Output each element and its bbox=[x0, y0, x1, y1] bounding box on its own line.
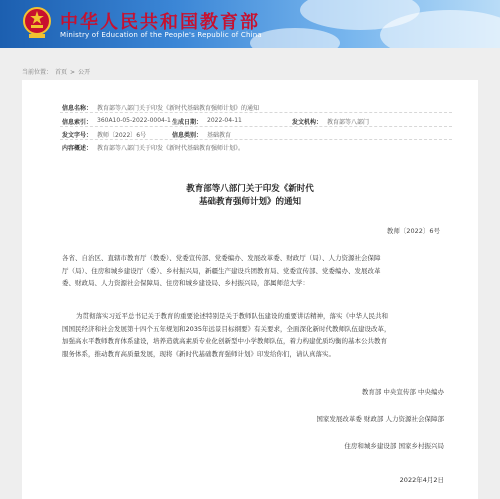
meta-name-value: 教育部等八部门关于印发《新时代基础教育强师计划》的通知 bbox=[97, 105, 260, 112]
signature-line-3: 住房和城乡建设部 国家乡村振兴局 bbox=[344, 442, 444, 450]
meta-number-value: 教师〔2022〕6号 bbox=[97, 132, 147, 139]
meta-number-label: 发文字号： bbox=[62, 132, 93, 139]
meta-summary-label: 内容概述： bbox=[62, 145, 93, 152]
paragraph-line: 服务体系，推动教育高质量发展，现将《新时代基础教育强师计划》印发给你们，请认真落实。 bbox=[62, 349, 335, 358]
meta-name-label: 信息名称： bbox=[62, 105, 93, 112]
national-emblem-icon bbox=[22, 6, 52, 40]
meta-category-label: 信息类别： bbox=[172, 132, 203, 139]
paragraph-line: 各省、自治区、直辖市教育厅（教委）、党委宣传部、党委编办、发展改革委、财政厅（局）、人力资源社会保障 bbox=[62, 254, 381, 262]
meta-index-value: 360A10-05-2022-0004-1 bbox=[97, 117, 171, 124]
divider bbox=[60, 126, 452, 127]
paragraph-line: 国国民经济和社会发展第十四个五年规划和2035年远景目标纲要》有关要求，全面深化新时代教师队伍建设改革， bbox=[62, 324, 391, 333]
breadcrumb-prefix: 当前位置： bbox=[22, 69, 53, 76]
site-title[interactable]: 中华人民共和国教育部 bbox=[60, 12, 260, 33]
breadcrumb bbox=[22, 67, 93, 76]
paragraph-line: 加强高水平教师教育体系建设，培养造就高素质专业化创新型中小学教师队伍，着力构建优质均衡的基本公共教育 bbox=[62, 337, 387, 345]
meta-org-value: 教育部等八部门 bbox=[327, 119, 370, 126]
signature-line-2: 国家发展改革委 财政部 人力资源社会保障部 bbox=[316, 415, 444, 423]
divider bbox=[60, 139, 452, 140]
site-subtitle: Ministry of Education of the People's Republic of China bbox=[60, 31, 262, 39]
meta-org-label: 发文机构： bbox=[292, 119, 323, 126]
document-title-line-2: 基础教育强师计划》的通知 bbox=[198, 197, 301, 207]
meta-date-label: 生成日期： bbox=[172, 119, 203, 126]
paragraph-line: 委、财政局、人力资源社会保障局、住房和城乡建设局、乡村振兴局，部属师范大学： bbox=[62, 279, 309, 287]
meta-summary-value: 教育部等八部门关于印发《新时代基础教育强师计划》。 bbox=[97, 145, 245, 152]
meta-category-value: 基础教育 bbox=[207, 132, 232, 139]
document-number: 教师〔2022〕6号 bbox=[386, 227, 440, 235]
addressee-paragraph bbox=[62, 252, 444, 290]
breadcrumb-separator: > bbox=[70, 69, 76, 76]
paragraph-line: 厅（局）、住房和城乡建设厅（委）、乡村振兴局，新疆生产建设兵团教育局、党委宣传部、党委编办、发展改革 bbox=[62, 266, 381, 275]
meta-date-value: 2022-04-11 bbox=[207, 117, 242, 124]
breadcrumb-public[interactable]: 公开 bbox=[78, 69, 91, 76]
breadcrumb-home[interactable]: 首页 bbox=[55, 69, 68, 76]
site-header bbox=[0, 0, 500, 48]
document-title-line-1: 教育部等八部门关于印发《新时代 bbox=[186, 184, 314, 194]
signature-line-1: 教育部 中央宣传部 中央编办 bbox=[361, 388, 444, 396]
meta-index-label: 信息索引： bbox=[62, 119, 93, 126]
body-paragraph bbox=[62, 310, 444, 360]
document-date: 2022年4月2日 bbox=[399, 476, 444, 484]
divider bbox=[60, 112, 452, 113]
paragraph-line: 为贯彻落实习近平总书记关于教育的重要论述特别是关于教师队伍建设的重要讲话精神，落实《中华人民共和 bbox=[76, 312, 388, 320]
